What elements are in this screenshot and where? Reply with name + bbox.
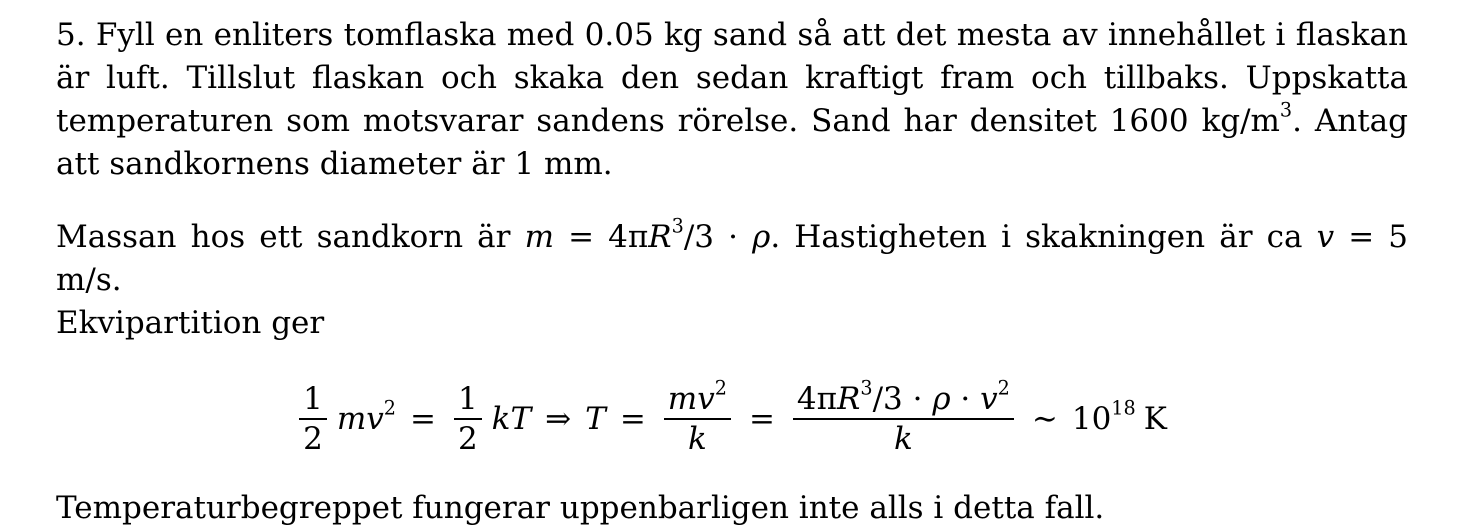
kT-term: kT [491,401,532,437]
approx-sign: ∼ [1031,401,1058,437]
frac3-num-v: v [980,381,998,418]
temperature-symbol: T [585,401,606,437]
problem-text-part1: Fyll en enliters tomflaska med 0.05 kg sand så att det mesta av innehållet i flaskan är luft. Tillslut flaskan och skaka den sedan kraftigt fram och tillbaks. Uppskatta temperaturen som motsvarar sandens rörelse. Sand har densitet 1600 kg/m [56,17,1409,139]
frac3-num-R: R [837,381,861,418]
frac3-num-exp: 3 [860,376,873,400]
solution-intro-b: . Hastigheten i skakningen är ca [770,219,1317,255]
conclusion-text: Temperaturbegreppet fungerar uppenbarligen inte alls i detta fall. [56,490,1105,526]
result-unit: K [1143,401,1167,437]
fraction-half-2 [454,380,482,458]
frac3-num-b: /3 · [872,381,933,418]
fraction-half-1-numerator: 1 [303,381,323,418]
fraction-half-2-denominator: 2 [457,420,478,457]
solution-paragraph [56,216,1408,345]
fraction-half-1-denominator: 2 [303,420,323,457]
velocity-value: = 5 m/s. [56,219,1409,298]
mv-exponent: 2 [383,396,396,420]
equals-sign: = [619,401,646,437]
implies-arrow: ⇒ [545,401,572,437]
solution-intro-c: Ekvipartition ger [56,305,325,341]
frac3-num-a: 4π [796,381,838,418]
radius-symbol: R [648,219,672,255]
result-base: 10 [1071,401,1112,437]
fraction-mv2-over-k [664,376,731,458]
problem-number: 5. [56,17,86,53]
density-exponent: 3 [1279,98,1293,122]
document-page [56,10,1408,530]
mass-formula-rest: /3 · [683,219,753,255]
problem-text-part2: . Antag att sandkornens diameter är 1 mm. [56,103,1408,182]
frac3-num-v-exp: 2 [997,376,1010,400]
frac3-num-rho: ρ [932,381,951,418]
mass-symbol: m [524,219,554,255]
equals-sign: = [409,401,436,437]
conclusion-paragraph [56,487,1408,530]
mv-term: mv [336,401,384,437]
fraction-full-expression [793,376,1014,458]
result-exponent: 18 [1111,396,1136,420]
velocity-symbol: v [1316,219,1335,255]
fraction-half-1 [299,380,327,458]
fraction-mv2-denominator: k [687,420,707,457]
fraction-mv2-exponent: 2 [714,376,727,400]
frac3-num-c: · [950,381,981,418]
problem-paragraph [56,14,1408,186]
equipartition-equation [56,373,1408,465]
rho-symbol: ρ [752,219,771,255]
frac3-denominator: k [893,420,913,457]
fraction-mv2-numerator: mv [667,381,715,418]
mass-formula-eq: = 4π [553,219,649,255]
radius-exponent: 3 [671,214,684,238]
solution-intro-a: Massan hos ett sandkorn är [56,219,525,255]
fraction-half-2-numerator: 1 [457,381,478,418]
equals-sign: = [748,401,775,437]
